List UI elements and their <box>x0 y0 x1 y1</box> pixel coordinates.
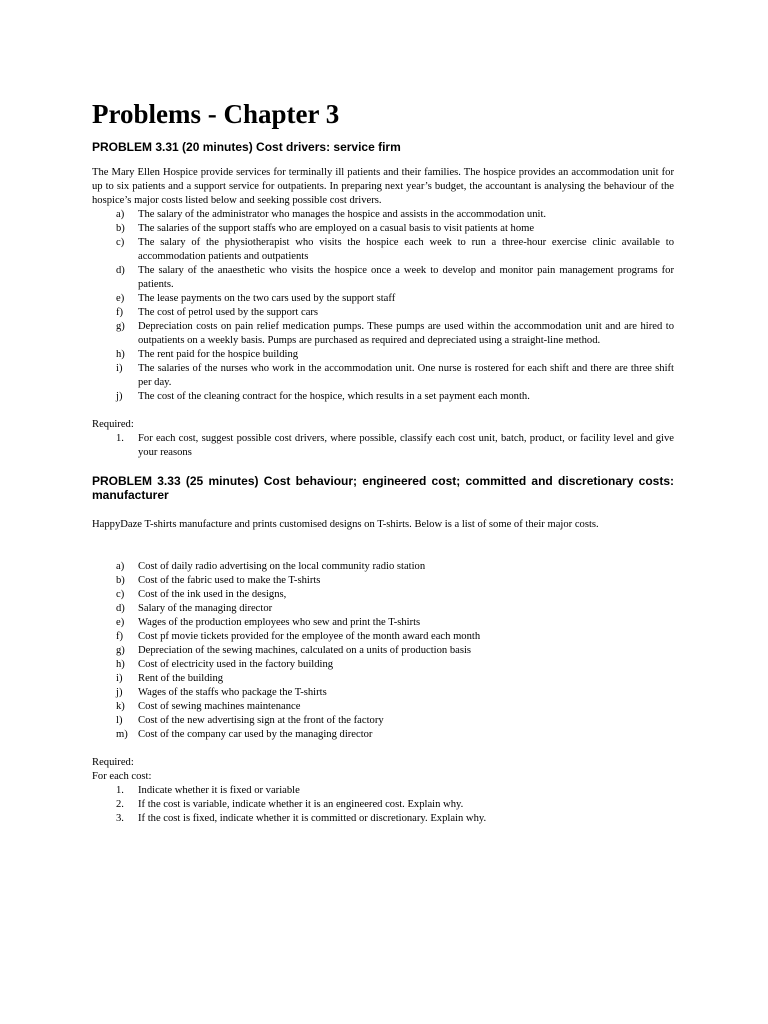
problem-3-33-intro: HappyDaze T-shirts manufacture and prints customised designs on T-shirts. Below is a list of some of their major costs. <box>92 519 599 530</box>
list-item-text: The cost of petrol used by the support cars <box>138 307 319 318</box>
problem-3-33-heading: PROBLEM 3.33 (25 minutes) Cost behaviour; engineered cost; committed and discretionary costs: manufacturer <box>92 474 674 502</box>
list-item <box>92 798 674 812</box>
list-item-text: If the cost is fixed, indicate whether it is committed or discretionary. Explain why. <box>138 813 487 824</box>
list-marker: l) <box>116 715 123 726</box>
list-item-text: Depreciation of the sewing machines, calculated on a units of production basis <box>138 645 472 656</box>
required-label: Required: <box>92 757 134 768</box>
list-item-text: The lease payments on the two cars used by the support staff <box>138 293 396 304</box>
list-item <box>92 208 674 222</box>
problem-3-31-cost-list <box>92 208 674 404</box>
problem-3-31-section <box>92 140 674 460</box>
list-marker: m) <box>116 729 128 740</box>
list-item-text: Wages of the staffs who package the T-shirts <box>138 687 327 698</box>
list-item-text: Rent of the building <box>138 673 224 684</box>
list-item <box>92 362 674 390</box>
list-marker: d) <box>116 265 125 276</box>
list-marker: j) <box>116 391 123 402</box>
list-item-text: If the cost is variable, indicate whether it is an engineered cost. Explain why. <box>138 799 464 810</box>
list-marker: 1. <box>116 785 124 796</box>
list-item-text: Cost of electricity used in the factory building <box>138 659 334 670</box>
list-item <box>92 602 674 616</box>
list-marker: 2. <box>116 799 124 810</box>
list-item-text: Cost of the ink used in the designs, <box>138 589 287 600</box>
page-title: Problems - Chapter 3 <box>92 99 340 129</box>
required-label: Required: <box>92 419 134 430</box>
list-item <box>92 644 674 658</box>
list-item <box>92 672 674 686</box>
list-marker: a) <box>116 561 125 572</box>
list-item-text: Salary of the managing director <box>138 603 273 614</box>
list-item <box>92 432 674 460</box>
problem-3-31-heading: PROBLEM 3.31 (20 minutes) Cost drivers: service firm <box>92 140 401 154</box>
list-marker: d) <box>116 603 125 614</box>
list-marker: b) <box>116 223 125 234</box>
list-item-text: Cost of daily radio advertising on the local community radio station <box>138 561 426 572</box>
list-item-text: The rent paid for the hospice building <box>138 349 299 360</box>
list-item-text: Indicate whether it is fixed or variable <box>138 785 300 796</box>
list-item <box>92 348 674 362</box>
list-item <box>92 686 674 700</box>
list-item <box>92 222 674 236</box>
list-marker: f) <box>116 631 124 642</box>
list-item <box>92 560 674 574</box>
list-marker: e) <box>116 617 125 628</box>
list-marker: b) <box>116 575 125 586</box>
list-item-text: The cost of the cleaning contract for the hospice, which results in a set payment each month. <box>138 391 530 402</box>
list-item-text: For each cost, suggest possible cost drivers, where possible, classify each cost unit, batch, product, or facility level and give your reasons <box>138 433 674 458</box>
list-item <box>92 306 674 320</box>
list-marker: e) <box>116 293 125 304</box>
list-item <box>92 390 674 404</box>
list-item-text: The salaries of the nurses who work in the accommodation unit. One nurse is rostered for each shift and there are three shift per day. <box>138 363 674 388</box>
list-marker: h) <box>116 659 125 670</box>
list-item <box>92 616 674 630</box>
list-item-text: Cost pf movie tickets provided for the employee of the month award each month <box>138 631 481 642</box>
list-item-text: Cost of the company car used by the managing director <box>138 729 373 740</box>
list-item-text: The salary of the anaesthetic who visits the hospice once a week to develop and monitor pain management programs for patients. <box>138 265 674 290</box>
list-item-text: The salaries of the support staffs who are employed on a casual basis to visit patients at home <box>138 223 535 234</box>
list-item <box>92 574 674 588</box>
list-marker: a) <box>116 209 125 220</box>
problem-3-33-section <box>92 474 674 826</box>
list-marker: h) <box>116 349 125 360</box>
list-marker: g) <box>116 321 125 332</box>
list-marker: 3. <box>116 813 124 824</box>
list-marker: g) <box>116 645 125 656</box>
document-page <box>92 98 674 826</box>
list-item <box>92 320 674 348</box>
list-item <box>92 264 674 292</box>
problem-3-33-required-list <box>92 784 674 826</box>
list-marker: c) <box>116 589 125 600</box>
list-item-text: Cost of the fabric used to make the T-shirts <box>138 575 321 586</box>
list-item <box>92 700 674 714</box>
list-marker: k) <box>116 701 125 712</box>
list-item <box>92 784 674 798</box>
problem-3-31-intro: The Mary Ellen Hospice provide services for terminally ill patients and their families. The hospice provides an accommodation unit for up to six patients and a support service for outpatients. In preparing next year’s budget, the accountant is analysing the behaviour of the hospice’s major costs listed below and seeking possible cost drivers. <box>92 167 674 206</box>
list-item <box>92 714 674 728</box>
list-marker: 1. <box>116 433 124 444</box>
list-item <box>92 812 674 826</box>
list-marker: c) <box>116 237 125 248</box>
list-item-text: Cost of the new advertising sign at the front of the factory <box>138 715 384 726</box>
list-marker: j) <box>116 687 123 698</box>
list-item-text: Wages of the production employees who sew and print the T-shirts <box>138 617 421 628</box>
list-marker: i) <box>116 363 123 374</box>
list-item-text: Depreciation costs on pain relief medication pumps. These pumps are used within the accommodation unit and are hired to outpatients on a weekly basis. Pumps are purchased as required and depreciated using a straight-line method. <box>138 321 674 346</box>
list-item <box>92 728 674 742</box>
list-item <box>92 236 674 264</box>
problem-3-31-required-list <box>92 432 674 460</box>
list-item-text: The salary of the administrator who manages the hospice and assists in the accommodation unit. <box>138 209 547 220</box>
list-item-text: Cost of sewing machines maintenance <box>138 701 301 712</box>
problem-3-33-cost-list <box>92 560 674 742</box>
list-item <box>92 630 674 644</box>
list-item <box>92 658 674 672</box>
list-marker: i) <box>116 673 123 684</box>
list-item-text: The salary of the physiotherapist who visits the hospice each week to run a three-hour exercise clinic available to accommodation patients and outpatients <box>138 237 674 262</box>
list-item <box>92 588 674 602</box>
list-item <box>92 292 674 306</box>
for-each-cost-label: For each cost: <box>92 771 152 782</box>
list-marker: f) <box>116 307 124 318</box>
